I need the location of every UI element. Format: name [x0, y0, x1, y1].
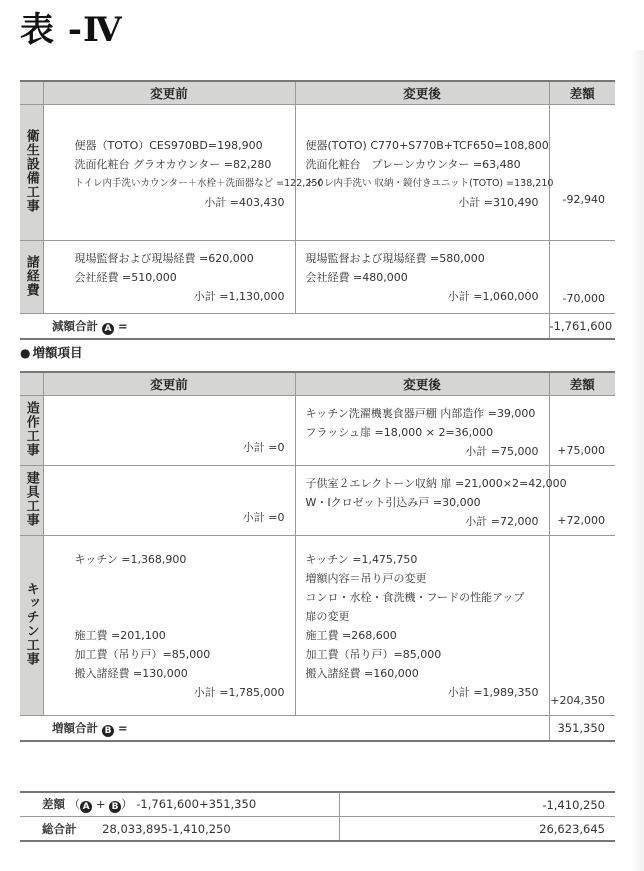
- after-subtotal: 小計 =310,490: [458, 196, 539, 209]
- summary-table: [20, 791, 615, 842]
- after-line: 加工費（吊り戸）=85,000: [305, 648, 442, 661]
- after-line: W・Iクロゼット引込み戸 =30,000: [305, 496, 481, 509]
- header-diff: 差額: [549, 81, 615, 105]
- increase-total-label: [20, 716, 549, 742]
- category-cell: [20, 466, 43, 536]
- plus-sign: +: [95, 797, 106, 811]
- after-subtotal: 小計 =1,989,350: [447, 686, 539, 699]
- total-equals: =: [118, 318, 128, 333]
- increase-heading: [20, 343, 83, 361]
- summary-total-left: [20, 817, 340, 842]
- diff-value: -92,940: [549, 105, 615, 241]
- circled-b-icon: B: [102, 725, 114, 737]
- after-cell: [295, 105, 554, 241]
- increase-table: [20, 371, 615, 742]
- before-cell: [43, 536, 295, 716]
- category-cell: [20, 536, 43, 716]
- before-line: キッチン =1,368,900: [74, 553, 187, 566]
- after-subtotal: 小計 =75,000: [465, 445, 539, 458]
- summary-total-label: 総合計: [42, 821, 77, 836]
- after-line: キッチン =1,475,750: [305, 553, 418, 566]
- category-cell: [20, 396, 43, 466]
- before-cell: [43, 241, 295, 314]
- category-cell: [20, 241, 43, 314]
- section-row-sanitary: [20, 105, 615, 241]
- paren-close: ）: [121, 797, 133, 811]
- header-diff: 差額: [549, 372, 615, 396]
- after-line: 扉の変更: [305, 610, 350, 623]
- after-line: キッチン洗濯機裏食器戸棚 内部造作 =39,000: [305, 407, 536, 420]
- section-row-carpentry: [20, 396, 615, 466]
- circled-a-icon: A: [102, 323, 114, 335]
- header-corner: [20, 81, 43, 105]
- category-label: 建具工事: [23, 471, 39, 527]
- after-subtotal: 小計 =1,060,000: [447, 290, 539, 303]
- header-after: 変更後: [295, 81, 549, 105]
- after-line: 洗面化粧台 プレーンカウンター =63,480: [305, 158, 521, 171]
- increase-header-row: [20, 372, 615, 396]
- circled-b-icon: B: [109, 801, 121, 813]
- section-row-fittings: [20, 466, 615, 536]
- before-subtotal: 小計 =1,130,000: [193, 290, 285, 303]
- after-cell: [295, 466, 567, 536]
- header-before: 変更前: [43, 372, 295, 396]
- before-line: [75, 588, 295, 607]
- before-line: 搬入諸経費 =130,000: [74, 667, 188, 680]
- total-label-text: 減額合計: [52, 318, 98, 333]
- category-label: 衛生設備工事: [23, 129, 39, 213]
- before-subtotal: 小計 =0: [242, 511, 285, 524]
- increase-heading-text: 増額項目: [32, 345, 83, 360]
- decrease-total-value: -1,761,600: [549, 314, 615, 340]
- before-subtotal: 小計 =0: [242, 441, 285, 454]
- header-after: 変更後: [295, 372, 549, 396]
- after-line: コンロ・水栓・食洗機・フードの性能アップ: [305, 591, 525, 604]
- summary-diff-left: [20, 792, 340, 817]
- after-line: 会社経費 =480,000: [305, 271, 408, 284]
- before-cell: [43, 396, 295, 466]
- decrease-table: [20, 80, 615, 340]
- before-cell: [43, 466, 295, 536]
- page-title: 表 -Ⅳ: [20, 10, 123, 50]
- category-label: 造作工事: [23, 401, 39, 457]
- before-subtotal: 小計 =1,785,000: [193, 686, 285, 699]
- header-before: 変更前: [43, 81, 295, 105]
- before-line: [75, 607, 295, 626]
- summary-diff-formula: -1,761,600+351,350: [136, 797, 257, 811]
- after-line: 子供室２エレクトーン収納 扉 =21,000×2=42,000: [305, 477, 567, 490]
- category-cell: [20, 105, 43, 241]
- increase-total-value: 351,350: [549, 716, 615, 742]
- summary-diff-result: -1,410,250: [340, 792, 616, 817]
- after-line: トイレ内手洗い 収納・鏡付きユニット(TOTO) =138,210: [305, 178, 554, 189]
- decrease-total-label: [20, 314, 549, 340]
- after-cell: [295, 396, 549, 466]
- decrease-header-row: [20, 81, 615, 105]
- before-line: 施工費 =201,100: [74, 629, 166, 642]
- section-row-expenses: [20, 241, 615, 314]
- diff-value: +204,350: [549, 536, 615, 716]
- paren-open: （: [68, 797, 81, 811]
- summary-total-row: [20, 817, 615, 842]
- before-line: 洗面化粧台 グラオカウンター =82,280: [74, 158, 272, 171]
- total-equals: =: [118, 720, 128, 735]
- after-line: 搬入諸経費 =160,000: [305, 667, 419, 680]
- diff-value: +72,000: [549, 466, 615, 536]
- before-line: トイレ内手洗いカウンター＋水栓＋洗面器など =122,250: [74, 178, 324, 189]
- section-row-kitchen: [20, 536, 615, 716]
- before-line: [75, 569, 295, 588]
- bullet-icon: ●: [20, 346, 31, 360]
- after-subtotal: 小計 =72,000: [465, 515, 539, 528]
- before-line: 現場監督および現場経費 =620,000: [74, 252, 254, 265]
- after-cell: [295, 241, 549, 314]
- before-line: 便器（TOTO）CES970BD=198,900: [74, 139, 263, 152]
- before-cell: [43, 105, 324, 241]
- after-line: 便器(TOTO) C770+S770B+TCF650=108,800: [305, 139, 549, 152]
- diff-value: +75,000: [549, 396, 615, 466]
- category-label: 諸経費: [23, 254, 39, 297]
- header-corner: [20, 372, 43, 396]
- before-line: 加工費（吊り戸）=85,000: [74, 648, 211, 661]
- summary-total-formula: 28,033,895-1,410,250: [102, 821, 231, 836]
- page-edge-shadow: [630, 50, 644, 871]
- summary-diff-label: 差額: [42, 797, 65, 811]
- before-subtotal: 小計 =403,430: [204, 196, 285, 209]
- circled-a-icon: A: [80, 801, 92, 813]
- after-line: 増額内容＝吊り戸の変更: [305, 572, 427, 585]
- summary-total-result: 26,623,645: [539, 821, 605, 836]
- before-line: 会社経費 =510,000: [74, 271, 177, 284]
- after-line: 現場監督および現場経費 =580,000: [305, 252, 485, 265]
- total-label-text: 増額合計: [52, 720, 98, 735]
- category-label: キッチン工事: [23, 582, 39, 666]
- after-cell: [295, 536, 549, 716]
- after-line: 施工費 =268,600: [305, 629, 397, 642]
- decrease-total-row: [20, 314, 615, 340]
- after-line: フラッシュ扉 =18,000 × 2=36,000: [305, 426, 494, 439]
- diff-value: -70,000: [549, 241, 615, 314]
- summary-diff-row: [20, 792, 615, 817]
- increase-total-row: [20, 716, 615, 742]
